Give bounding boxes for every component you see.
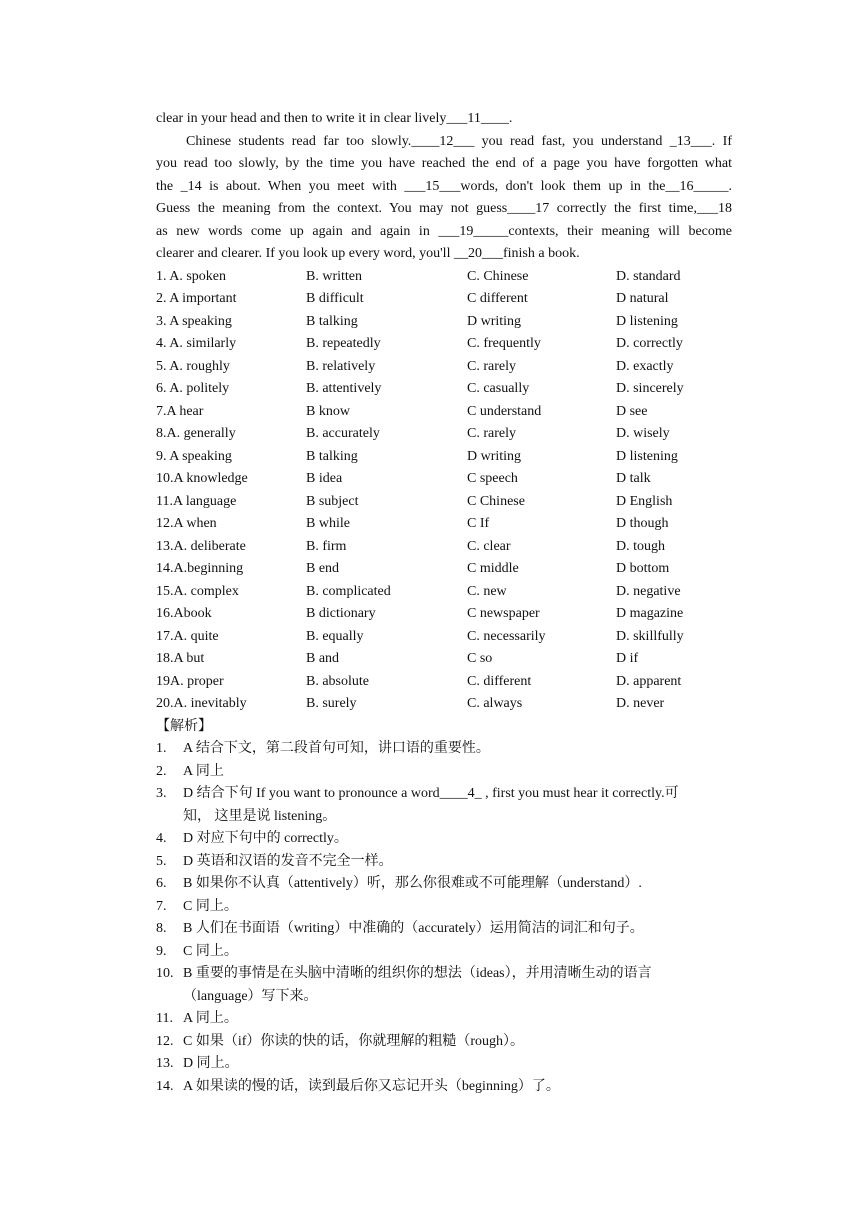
option-choice: B subject [306,493,359,509]
blank-18: ___18 [697,201,732,216]
analysis-text: D 对应下句中的 correctly。 [183,831,348,846]
passage-p2-line-1 [156,131,732,154]
option-choice: B and [306,651,340,666]
option-choice: C. new [467,583,507,599]
passage-line-1 [156,108,732,131]
option-choice: D. tough [616,538,665,554]
option-choice: D. exactly [616,358,674,374]
option-choice: C. always [467,696,523,711]
option-choice: B end [306,561,340,576]
option-row [156,311,732,334]
option-choice: C. necessarily [467,628,546,644]
option-choice: C. casually [467,381,530,396]
passage-text: . [728,178,732,194]
option-choice: C. different [467,673,532,689]
option-choice: B. written [306,268,362,284]
option-row [156,513,732,536]
analysis-heading: 【解析】 [156,718,212,734]
option-choice: 6. A. politely [156,381,230,396]
passage-p2-line-6 [156,243,732,266]
option-choice: B talking [306,313,358,329]
option-row [156,693,732,716]
option-choice: 19A. proper [156,673,224,689]
passage-p2-line-3 [156,176,732,199]
analysis-item [156,918,732,941]
option-row [156,603,732,626]
analysis-list [156,738,732,1098]
option-choice: B. equally [306,628,364,644]
passage-text: the [156,178,181,194]
option-choice: B. firm [306,538,347,554]
passage-p2-line-5 [156,221,732,244]
option-row [156,356,732,379]
analysis-text: B 如果你不认真（attentively）听，那么你很难或不可能理解（understand）. [183,876,642,891]
analysis-item [156,761,732,784]
option-choice: 14.A.beginning [156,561,244,576]
analysis-number: 4. [156,831,167,846]
option-choice: D. never [616,696,665,711]
option-choice: B. surely [306,696,357,711]
option-choice: 12.A when [156,516,217,531]
document-page [156,108,732,1098]
passage-text: you read too slowly, by the time you have reached the end of a page you have forgotten what [156,156,732,171]
analysis-number: 13. [156,1056,174,1071]
analysis-item [156,963,732,1008]
option-row [156,333,732,356]
analysis-text: A 同上 [183,763,224,779]
option-choice: D. wisely [616,426,670,441]
analysis-item [156,1031,732,1054]
passage-text: clear in your head and then to write it in clear lively [156,111,447,126]
option-row [156,536,732,559]
passage-text: words, don't look them up in the [460,178,666,194]
option-choice: B difficult [306,291,364,306]
analysis-text: A 结合下文，第二段首句可知，讲口语的重要性。 [183,741,490,756]
option-choice: D English [616,493,673,509]
option-choice: 8.A. generally [156,426,236,441]
analysis-item [156,828,732,851]
passage-p2-line-2 [156,153,732,176]
option-choice: C. rarely [467,426,516,441]
analysis-number: 12. [156,1033,174,1049]
option-row [156,581,732,604]
option-choice: 9. A speaking [156,448,232,464]
option-row [156,378,732,401]
analysis-text: B 人们在书面语（writing）中准确的（accurately）运用简洁的词汇和句子。 [183,921,644,936]
option-row [156,648,732,671]
blank-13: _13___ [669,133,712,149]
option-choice: D listening [616,313,678,329]
option-choice: D if [616,651,639,666]
option-choice: D though [616,516,669,531]
blank-17: ____17 [507,201,557,216]
option-choice: D writing [467,313,522,329]
analysis-number: 5. [156,853,167,869]
analysis-number: 1. [156,741,167,756]
option-choice: D. apparent [616,673,682,689]
option-choice: D see [616,403,648,419]
analysis-text: D 结合下句 If you want to pronounce a word____4_ , first you must hear it correctly.可 [183,786,679,801]
analysis-text: D 同上。 [183,1056,239,1071]
option-choice: B know [306,403,350,419]
option-choice: 17.A. quite [156,628,219,644]
blank-11: ___11____ [446,111,509,126]
analysis-text: D 英语和汉语的发音不完全一样。 [183,853,393,869]
option-choice: B. repeatedly [306,336,381,351]
analysis-item [156,873,732,896]
option-choice: 18.A but [156,651,205,666]
passage-text: Guess the meaning from the context. You may not guess [156,201,508,216]
option-choice: C middle [467,561,519,576]
analysis-text: （language）写下来。 [183,988,318,1004]
analysis-item [156,851,732,874]
option-choice: 15.A. complex [156,583,239,599]
passage-text: is about. When you meet with [209,178,405,194]
option-row [156,423,732,446]
option-choice: D listening [616,448,678,464]
passage-text: clearer and clearer. If you look up every word, you'll [156,246,454,261]
option-choice: D. sincerely [616,381,684,396]
option-choice: C. Chinese [467,268,529,284]
analysis-text: C 如果（if）你读的快的话，你就理解的粗糙（rough）。 [183,1033,525,1049]
option-choice: C. frequently [467,336,541,351]
blank-12: ____12___ [411,133,475,149]
analysis-text: 知， 这里是说 listening。 [183,808,337,824]
option-choice: B. absolute [306,673,369,689]
analysis-number: 9. [156,943,167,959]
option-choice: 11.A language [156,493,237,509]
option-row [156,558,732,581]
analysis-number: 3. [156,786,167,801]
blank-19: ___19_____ [438,223,509,239]
option-choice: D talk [616,471,651,486]
option-row [156,491,732,514]
option-choice: 7.A hear [156,403,204,419]
option-choice: D. skillfully [616,628,684,644]
option-choice: C If [467,516,490,531]
option-row [156,468,732,491]
analysis-item [156,1053,732,1076]
analysis-item [156,896,732,919]
analysis-text: C 同上。 [183,943,238,959]
option-choice: C understand [467,403,542,419]
option-choice: B talking [306,448,358,464]
option-choice: D bottom [616,561,670,576]
option-choice: 3. A speaking [156,313,232,329]
option-choice: B dictionary [306,606,376,621]
analysis-text: C 同上。 [183,898,238,914]
passage-text: . [508,111,513,126]
option-choice: D. negative [616,583,681,599]
option-choice: B. attentively [306,381,382,396]
analysis-number: 8. [156,921,167,936]
option-choice: 16.Abook [156,606,212,621]
option-choice: C so [467,651,493,666]
option-choice: D natural [616,291,669,306]
analysis-number: 14. [156,1078,174,1094]
option-choice: 2. A important [156,291,237,306]
options-list [156,266,732,716]
analysis-text: A 如果读的慢的话，读到最后你又忘记开头（beginning）了。 [183,1078,560,1094]
option-choice: D writing [467,448,522,464]
option-choice: 20.A. inevitably [156,696,247,711]
analysis-text: A 同上。 [183,1011,238,1026]
blank-15: ___15___ [404,178,461,194]
option-choice: D. correctly [616,336,683,351]
option-choice: 10.A knowledge [156,471,248,486]
option-choice: C Chinese [467,493,525,509]
option-choice: C. rarely [467,358,516,374]
option-row [156,626,732,649]
option-row [156,401,732,424]
analysis-item [156,1008,732,1031]
option-choice: C speech [467,471,518,486]
option-choice: B. accurately [306,426,380,441]
passage-p2-line-4 [156,198,732,221]
analysis-number: 7. [156,898,167,914]
option-choice: C different [467,291,528,306]
blank-16: __16_____ [665,178,729,194]
analysis-item [156,1076,732,1099]
option-choice: 4. A. similarly [156,336,237,351]
option-choice: 1. A. spoken [156,268,226,284]
option-choice: D. standard [616,268,681,284]
analysis-item [156,941,732,964]
option-choice: C newspaper [467,606,540,621]
option-choice: 13.A. deliberate [156,538,246,554]
analysis-number: 11. [156,1011,173,1026]
passage-text: Chinese students read far too slowly. [186,133,412,149]
option-choice: C. clear [467,538,511,554]
analysis-number: 6. [156,876,167,891]
option-choice: B idea [306,471,343,486]
blank-20: __20___ [453,246,503,261]
option-row [156,446,732,469]
analysis-number: 10. [156,966,174,981]
option-row [156,266,732,289]
option-choice: B. complicated [306,583,391,599]
passage-text: . If [711,133,732,149]
passage-text: you read fast, you understand [474,133,670,149]
blank-14: _14 [180,178,210,194]
option-choice: 5. A. roughly [156,358,230,374]
analysis-text: B 重要的事情是在头脑中清晰的组织你的想法（ideas），并用清晰生动的语言 [183,966,652,981]
passage-text: correctly the first time, [556,201,697,216]
passage-text: as new words come up again and again in [156,223,439,239]
option-choice: D magazine [616,606,684,621]
option-row [156,288,732,311]
analysis-item [156,738,732,761]
analysis-number: 2. [156,763,167,779]
option-row [156,671,732,694]
option-choice: B. relatively [306,358,376,374]
option-choice: B while [306,516,350,531]
passage-text: contexts, their meaning will become [508,223,732,239]
analysis-item [156,783,732,828]
passage-text: finish a book. [502,246,580,261]
